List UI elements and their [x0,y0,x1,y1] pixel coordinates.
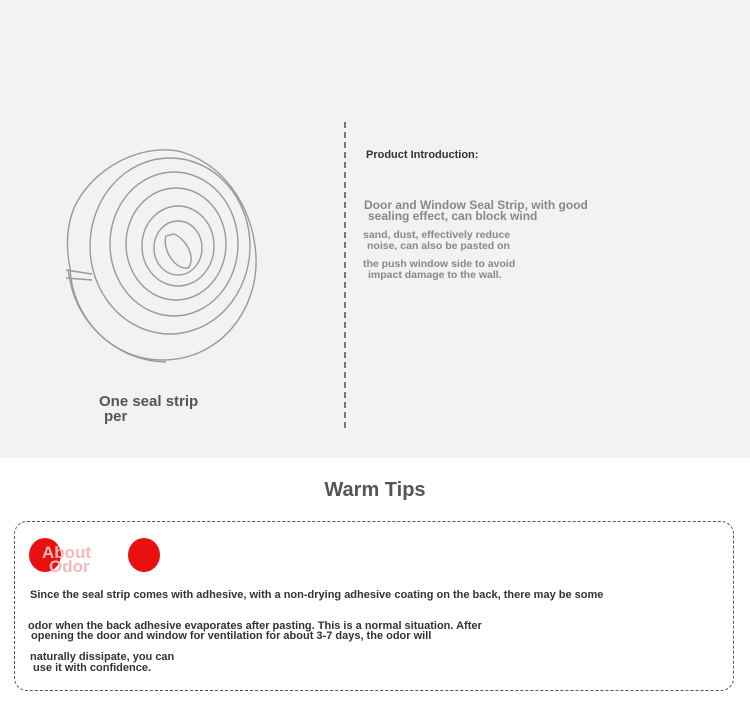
product-intro-title: Product Introduction: [366,149,479,161]
desc-line-5: the push window side to avoid [363,258,516,270]
tip-line-1: Since the seal strip comes with adhesive, with a non-drying adhesive coating on the back, there may be some [30,589,604,601]
desc-line-2: sealing effect, can block wind [368,209,538,223]
tip-line-3: opening the door and window for ventilation for about 3-7 days, the odor will [28,630,432,642]
desc-line-1: Door and Window Seal Strip, with good [364,198,588,212]
caption-line-2: per [104,408,128,425]
seal-strip-roll-illustration [62,148,262,363]
desc-line-6: impact damage to the wall. [368,269,502,281]
dashed-divider [344,122,346,428]
red-dot-icon [128,538,160,572]
desc-line-3: sand, dust, effectively reduce [363,229,511,241]
about-odor-line-2: Odor [49,557,90,576]
warm-tips-title: Warm Tips [324,479,426,501]
about-odor-label [42,543,92,576]
about-odor-line-1: About [42,543,92,562]
product-intro-desc [364,200,654,222]
seal-strip-caption [99,394,239,424]
tip-line-5: use it with confidence. [30,662,152,674]
tip-line-2: odor when the back adhesive evaporates after pasting. This is a normal situation. After [28,620,482,632]
product-intro-p3 [363,259,593,281]
desc-line-4: noise, can also be pasted on [367,240,510,252]
caption-line-1: One seal strip [99,393,199,410]
tip-line-4: naturally dissipate, you can [30,651,175,663]
product-intro-p2 [363,230,593,252]
